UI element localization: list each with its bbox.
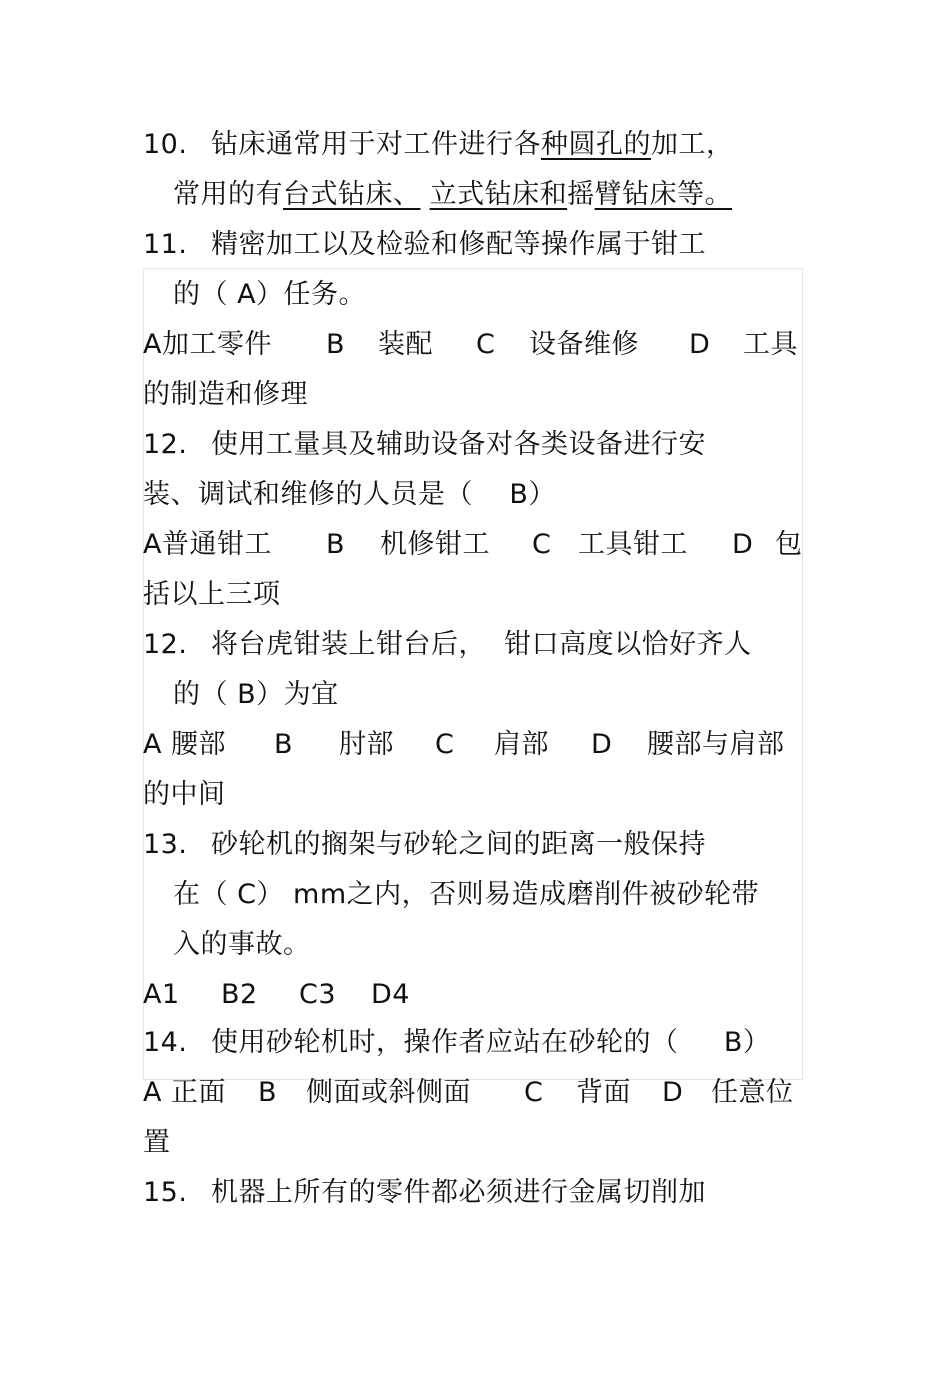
q11-stem: 精密加工以及检验和修配等操作属于钳工 (211, 229, 706, 260)
q10-text: 加工， (651, 129, 734, 160)
q13-line-1 (143, 825, 706, 865)
q13-options (143, 975, 803, 1015)
option: 背面 (576, 1077, 631, 1108)
q14-options (143, 1073, 803, 1113)
q11-options-cont (143, 375, 308, 415)
option: 的中间 (143, 779, 226, 810)
option: D (591, 729, 613, 760)
option: B2 (221, 979, 258, 1010)
option: A普通钳工 (143, 529, 272, 560)
q12b-line-1 (143, 625, 752, 665)
q10-text (421, 179, 430, 210)
q12a-stem: 使用工量具及辅助设备对各类设备进行安 (211, 429, 706, 460)
q13-stem: 入的事故。 (173, 929, 311, 960)
q15-line-1 (143, 1173, 706, 1213)
q12a-line-1 (143, 425, 706, 465)
option: D (689, 329, 711, 360)
q14-stem: 使用砂轮机时，操作者应站在砂轮的（ B） (211, 1027, 771, 1058)
q10-number: 10. (143, 129, 188, 160)
q13-line-2 (173, 875, 759, 915)
q10-text: 摇 (567, 179, 595, 210)
option: 包 (775, 529, 803, 560)
option: 侧面或斜侧面 (306, 1077, 471, 1108)
option: B (258, 1077, 278, 1108)
q12b-stem: 的（ B）为宜 (173, 679, 339, 710)
q11-number: 11. (143, 229, 188, 260)
option: D4 (371, 979, 410, 1010)
option: C (532, 529, 552, 560)
q12b-stem: 将台虎钳装上钳台后， 钳口高度以恰好齐人 (211, 629, 752, 660)
option: 腰部与肩部 (647, 729, 785, 760)
option: 置 (143, 1127, 171, 1158)
option: C (476, 329, 496, 360)
q12b-number: 12. (143, 629, 188, 660)
q13-stem: 在（ C） mm之内，否则易造成磨削件被砂轮带 (173, 879, 760, 910)
option: A加工零件 (143, 329, 272, 360)
option: A 正面 (143, 1077, 227, 1108)
option: 装配 (378, 329, 433, 360)
option: A 腰部 (143, 729, 227, 760)
option: C3 (299, 979, 337, 1010)
option: B (326, 529, 346, 560)
option: 肩部 (494, 729, 549, 760)
q12b-options (143, 725, 803, 765)
q10-underline: 臂钻床等。 (594, 179, 733, 210)
q10-line-1 (143, 125, 734, 165)
option: B (326, 329, 346, 360)
q12a-number: 12. (143, 429, 188, 460)
q12b-line-2 (173, 675, 339, 715)
q11-line-1 (143, 225, 706, 265)
q12a-line-2 (143, 475, 556, 515)
q12a-options (143, 525, 803, 565)
option: 工具 (743, 329, 798, 360)
q11-line-2 (173, 275, 366, 315)
option: D (732, 529, 754, 560)
q11-options (143, 325, 803, 365)
q14-number: 14. (143, 1027, 188, 1058)
option: 的制造和修理 (143, 379, 308, 410)
option: A1 (143, 979, 180, 1010)
q10-text: 常用的有 (173, 179, 283, 210)
q14-options-cont (143, 1123, 171, 1163)
option: 肘部 (339, 729, 394, 760)
q13-line-3 (173, 925, 311, 965)
q14-line-1 (143, 1023, 770, 1063)
q12b-options-cont (143, 775, 226, 815)
option: B (274, 729, 294, 760)
q11-stem: 的（ A）任务。 (173, 279, 367, 310)
q12a-options-cont (143, 575, 281, 615)
q10-underline: 种圆孔的 (541, 129, 651, 160)
option: C (524, 1077, 544, 1108)
q10-underline: 台式钻床、 (283, 179, 421, 210)
option: 设备维修 (529, 329, 639, 360)
option: 括以上三项 (143, 579, 281, 610)
q10-text: 钻床通常用于对工件进行各 (211, 129, 541, 160)
option: 任意位 (711, 1077, 794, 1108)
q10-underline: 立式钻床和 (429, 179, 568, 210)
q13-stem: 砂轮机的搁架与砂轮之间的距离一般保持 (211, 829, 706, 860)
option: 机修钳工 (380, 529, 490, 560)
q15-number: 15. (143, 1177, 188, 1208)
q13-number: 13. (143, 829, 188, 860)
option: 工具钳工 (578, 529, 688, 560)
q15-stem: 机器上所有的零件都必须进行金属切削加 (211, 1177, 706, 1208)
q12a-stem: 装、调试和维修的人员是（ B） (143, 479, 556, 510)
q10-line-2 (173, 175, 732, 215)
option: D (662, 1077, 684, 1108)
option: C (435, 729, 455, 760)
